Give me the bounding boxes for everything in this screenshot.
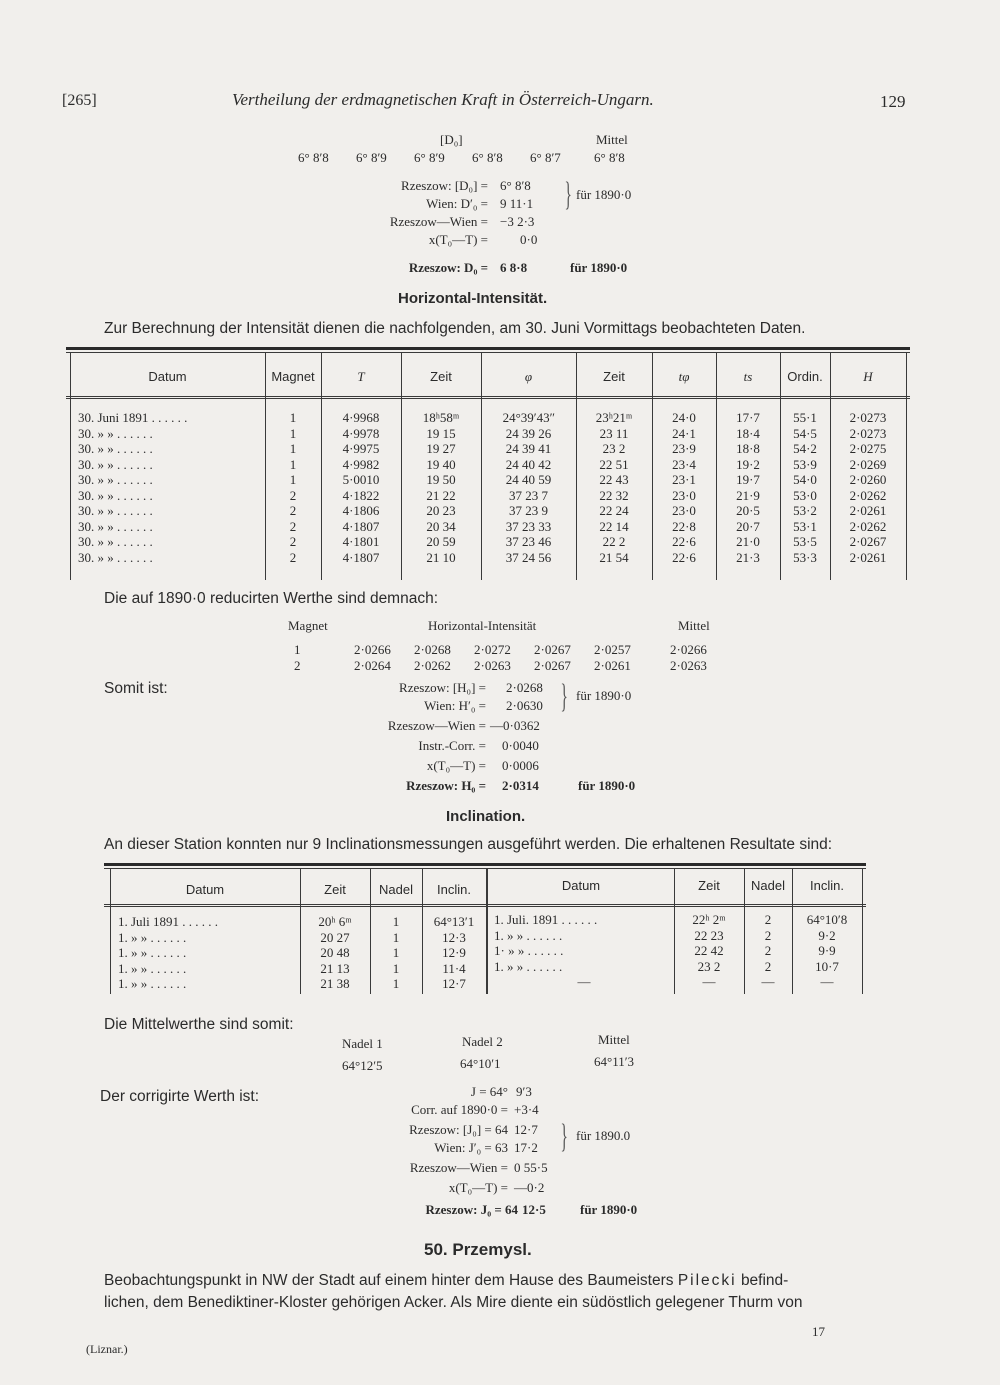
incl-cell-right: 2 — [764, 927, 772, 943]
incl-cell-right: 1. » » . . . . . . — [494, 958, 563, 974]
running-title: Vertheilung der erdmagnetischen Kraft in Österreich-Ungarn. — [232, 90, 654, 109]
mittel-header-nadel1: Nadel 1 — [342, 1036, 383, 1051]
table-row-date: 30. » » . . . . . . — [78, 456, 153, 472]
reduced-mittel: 2·0266 — [670, 642, 707, 657]
incl-cell-left: 12·3 — [442, 929, 466, 945]
table-cell: 24·0 — [672, 410, 696, 425]
table-cell: 24 39 26 — [505, 425, 552, 441]
incl-cell-left: 20ʰ 6ᵐ — [318, 914, 352, 929]
inclination-intro: An dieser Station konnten nur 9 Inclinationsmessungen ausgeführt werden. Die erhaltenen Resultate sind: — [104, 836, 833, 853]
j-line-value: 0 55·5 — [514, 1160, 548, 1175]
incl-cell-left: 1 — [392, 914, 400, 929]
reduced-header-magnet: Magnet — [288, 618, 328, 633]
j-line-value: 9ʹ3 — [516, 1084, 532, 1099]
table-cell: 19 40 — [426, 456, 456, 472]
table-cell: 20 34 — [426, 518, 456, 534]
mittel-value-nadel1: 64°12ʹ5 — [342, 1058, 383, 1073]
h-line-value: —0·0362 — [490, 718, 540, 733]
table-cell: 4·1807 — [342, 518, 380, 534]
table-cell: 22 2 — [602, 534, 626, 549]
incl-cell-right: 22 42 — [694, 943, 724, 958]
h-line-label: x(T₀—T) = — [426, 758, 486, 773]
table-cell: 18ʰ58ᵐ — [422, 410, 460, 425]
table-cell: 22·6 — [672, 549, 696, 565]
incl-cell-left: 1 — [392, 960, 400, 976]
h-result-value: 2·0314 — [502, 778, 539, 793]
h-result-note: für 1890·0 — [578, 778, 636, 793]
table-cell: 53·5 — [793, 534, 817, 549]
col-header-zeit-2: Zeit — [603, 369, 625, 384]
section-heading-inclination: Inclination. — [446, 808, 526, 825]
page-ref: [265] — [62, 92, 97, 109]
table-cell: 54·0 — [793, 472, 817, 487]
table-row-date: 30. » » . . . . . . — [78, 549, 153, 565]
section-heading-horizontal: Horizontal-Intensität. — [398, 290, 548, 307]
table-cell: 22 14 — [599, 518, 629, 534]
h-result-label: Rzeszow: H₀ = — [406, 778, 486, 793]
table-cell: 4·1801 — [342, 534, 380, 549]
col-header-ordin: Ordin. — [787, 369, 823, 384]
incl-cell-right: 22 23 — [694, 927, 724, 943]
incl-cell-left: 12·9 — [442, 945, 466, 960]
table-cell: 5·0010 — [342, 472, 380, 487]
table-cell: 37 24 56 — [505, 549, 552, 565]
incl-col-nadel: Nadel — [379, 882, 413, 897]
horizontal-intro: Zur Berechnung der Intensität dienen die nachfolgenden, am 30. Juni Vormittags beobachteten Daten. — [104, 320, 806, 337]
table-row-date: 30. » » . . . . . . — [78, 472, 153, 487]
decl-line-label: x(T₀—T) = — [428, 232, 488, 247]
h-line-label: Instr.-Corr. = — [418, 738, 486, 753]
table-cell: 24·1 — [672, 425, 696, 441]
station-heading: 50. Przemysl. — [424, 1240, 532, 1259]
table-cell: 2·0273 — [849, 410, 887, 425]
reduced-value: 2·0272 — [474, 642, 511, 657]
incl-cell-right: 23 2 — [697, 958, 721, 974]
table-cell: 37 23 7 — [509, 487, 548, 503]
table-cell: 2·0262 — [849, 518, 887, 534]
table-cell: 23ʰ21ᵐ — [595, 410, 633, 425]
table-cell: 22·6 — [672, 534, 696, 549]
decl-line-value: 9 11·1 — [500, 196, 534, 211]
h-line-value: 0·0040 — [502, 738, 539, 753]
brace-icon: } — [560, 1118, 568, 1155]
incl-cell-right: — — [761, 974, 775, 989]
col-header-t: T — [357, 369, 365, 384]
table-cell: 2 — [289, 549, 297, 565]
table-cell: 53·2 — [793, 503, 817, 518]
reduced-value: 2·0264 — [354, 658, 391, 673]
incl-cell-right: — — [577, 974, 591, 989]
table-row-date: 30. » » . . . . . . — [78, 534, 153, 549]
table-cell: 23·0 — [672, 487, 696, 503]
h-line-value: 2·0268 — [506, 680, 543, 695]
table-cell: 4·9968 — [342, 410, 380, 425]
table-cell: 54·5 — [793, 425, 817, 441]
incl-cell-left: 20 48 — [320, 945, 350, 960]
reduced-value: 2·0257 — [594, 642, 631, 657]
decl-result-note: für 1890·0 — [570, 260, 628, 275]
label-mittel: Mittel — [596, 132, 628, 147]
j-line-label: Wien: J′₀ = 63 — [434, 1140, 508, 1155]
table-cell: 2·0275 — [849, 441, 887, 456]
h-line-label: Wien: H′₀ = — [424, 698, 486, 713]
label-d0: [D₀] — [440, 132, 463, 147]
table-cell: 20 59 — [426, 534, 456, 549]
table-cell: 20·7 — [736, 518, 760, 534]
table-cell: 2 — [289, 487, 297, 503]
table-row-date: 30. » » . . . . . . — [78, 518, 153, 534]
incl-cell-right: 64°10ʹ8 — [806, 912, 848, 927]
incl-cell-right: 10·7 — [815, 958, 839, 974]
j-line-value: 12·7 — [514, 1122, 538, 1137]
table-cell: 17·7 — [736, 410, 760, 425]
mittel-value-mittel: 64°11ʹ3 — [594, 1054, 635, 1069]
table-row-date: 30. » » . . . . . . — [78, 425, 153, 441]
table-cell: 19 50 — [426, 472, 456, 487]
table-cell: 21·3 — [736, 549, 760, 565]
page-number: 129 — [880, 92, 906, 111]
table-cell: 18·4 — [736, 425, 760, 441]
table-cell: 2 — [289, 534, 297, 549]
mittel-value-nadel2: 64°10ʹ1 — [460, 1056, 501, 1071]
col-header-t-phi: tφ — [678, 369, 690, 384]
incl-col-inclin: Inclin. — [437, 882, 471, 897]
incl-cell-left: 21 13 — [320, 960, 350, 976]
reduced-value: 2·0261 — [594, 658, 631, 673]
incl-col-datum-2: Datum — [561, 878, 601, 893]
table-cell: 19·7 — [736, 472, 760, 487]
j-line-label: Corr. auf 1890·0 = — [411, 1102, 508, 1117]
incl-col-inclin-2: Inclin. — [810, 878, 844, 893]
table-cell: 19·2 — [736, 456, 760, 472]
incl-col-nadel-2: Nadel — [751, 878, 785, 893]
h-line-label: Rzeszow: [H₀] = — [399, 680, 486, 695]
table-cell: 4·9978 — [342, 425, 380, 441]
j-result-note: für 1890·0 — [580, 1202, 638, 1217]
incl-cell-left: 1 — [392, 976, 400, 991]
table-cell: 1 — [289, 410, 297, 425]
table-row-date: 30. » » . . . . . . — [78, 503, 153, 518]
table-cell: 2·0261 — [849, 503, 887, 518]
table-cell: 1 — [289, 441, 297, 456]
footer-signature: 17 — [812, 1324, 825, 1339]
incl-cell-right: 2 — [764, 958, 772, 974]
table-cell: 22 32 — [599, 487, 629, 503]
incl-col-zeit: Zeit — [324, 882, 346, 897]
decl-line-label: Wien: D′₀ = — [426, 196, 488, 211]
incl-cell-right: 2 — [764, 943, 772, 958]
table-cell: 4·1822 — [342, 487, 380, 503]
mittel-header-nadel2: Nadel 2 — [462, 1034, 503, 1049]
table-cell: 21 10 — [426, 549, 456, 565]
station-person-name: Pilecki — [677, 1272, 737, 1289]
incl-cell-right: 9·9 — [818, 943, 836, 958]
table-cell: 2·0262 — [849, 487, 887, 503]
table-cell: 24 40 59 — [505, 472, 552, 487]
incl-cell-right: 1. Juli. 1891 . . . . . . — [494, 912, 598, 927]
reduced-mittel: 2·0263 — [670, 658, 707, 673]
incl-cell-right: 2 — [764, 912, 772, 927]
table-cell: 4·1806 — [342, 503, 380, 518]
table-cell: 53·1 — [793, 518, 817, 534]
incl-col-zeit-2: Zeit — [698, 878, 720, 893]
table-cell: 2·0261 — [849, 549, 887, 565]
decl-brace-note: für 1890·0 — [576, 187, 632, 202]
table-cell: 37 23 9 — [509, 503, 548, 518]
col-header-phi: φ — [524, 369, 533, 384]
mittel-text: Die Mittelwerthe sind somit: — [104, 1016, 294, 1033]
col-header-h: H — [863, 369, 873, 384]
j-result-label: Rzeszow: J₀ = 64 — [425, 1202, 518, 1217]
incl-cell-left: 1. » » . . . . . . — [118, 960, 187, 976]
reduced-magnet: 2 — [294, 658, 301, 673]
incl-cell-right: — — [820, 974, 834, 989]
j-line-label: x(T₀—T) = — [448, 1180, 508, 1195]
incl-cell-left: 1 — [392, 945, 400, 960]
decl-result-label: Rzeszow: D₀ = — [408, 260, 488, 275]
table-row-date: 30. » » . . . . . . — [78, 441, 153, 456]
mittel-header-mittel: Mittel — [598, 1032, 630, 1047]
col-header-datum: Datum — [148, 369, 187, 384]
table-cell: 53·0 — [793, 487, 817, 503]
col-header-magnet: Magnet — [271, 369, 315, 384]
reduced-magnet: 1 — [294, 642, 301, 657]
reduced-text: Die auf 1890·0 reducirten Werthe sind demnach: — [104, 590, 439, 607]
table-cell: 21 22 — [426, 487, 456, 503]
decl-line-value: 6° 8ʹ8 — [500, 178, 531, 193]
footer-author: (Liznar.) — [86, 1342, 128, 1356]
table-cell: 19 27 — [426, 441, 456, 456]
table-cell: 4·9975 — [342, 441, 380, 456]
table-cell: 2·0269 — [849, 456, 887, 472]
decl-result-value: 6 8·8 — [500, 260, 528, 275]
table-cell: 24 39 41 — [505, 441, 552, 456]
declination-mittel: 6° 8ʹ8 — [594, 150, 625, 165]
col-header-zeit: Zeit — [430, 369, 452, 384]
table-cell: 53·3 — [793, 549, 817, 565]
reduced-value: 2·0262 — [414, 658, 451, 673]
decl-line-value: −3 2·3 — [500, 214, 535, 229]
table-cell: 23·9 — [672, 441, 696, 456]
incl-cell-right: 1· » » . . . . . . — [494, 943, 564, 958]
j-line-label: J = 64° — [470, 1084, 508, 1099]
j-result-value: 12·5 — [522, 1202, 546, 1217]
table-cell: 21·0 — [736, 534, 760, 549]
brace-icon: } — [564, 176, 572, 213]
j-line-label: Rzeszow—Wien = — [409, 1160, 508, 1175]
table-cell: 4·9982 — [342, 456, 380, 472]
table-cell: 21 54 — [599, 549, 629, 565]
table-row-date: 30. Juni 1891 . . . . . . — [78, 410, 188, 425]
j-brace-note: für 1890.0 — [576, 1128, 631, 1143]
declination-values: 6° 8ʹ8 6° 8ʹ9 6° 8ʹ9 6° 8ʹ8 6° 8ʹ7 — [298, 150, 561, 165]
reduced-value: 2·0267 — [534, 658, 571, 673]
incl-cell-left: 11·4 — [442, 960, 466, 976]
table-cell: 24°39ʹ43ʺ — [502, 410, 555, 425]
table-cell: 23 11 — [599, 425, 629, 441]
table-cell: 2·0273 — [849, 425, 887, 441]
brace-icon: } — [560, 678, 568, 715]
table-row-date: 30. » » . . . . . . — [78, 487, 153, 503]
h-line-label: Rzeszow—Wien = — [387, 718, 486, 733]
table-cell: 24 40 42 — [505, 456, 552, 472]
somit-text: Somit ist: — [104, 680, 168, 697]
table-cell: 23 2 — [602, 441, 626, 456]
table-cell: 23·4 — [672, 456, 696, 472]
table-cell: 55·1 — [793, 410, 817, 425]
reduced-header-hi: Horizontal-Intensität — [428, 618, 537, 633]
table-cell: 37 23 33 — [505, 518, 552, 534]
table-cell: 37 23 46 — [505, 534, 552, 549]
table-cell: 23·1 — [672, 472, 696, 487]
decl-line-label: Rzeszow: [D₀] = — [401, 178, 488, 193]
j-line-label: Rzeszow: [J₀] = 64 — [409, 1122, 508, 1137]
table-cell: 22 24 — [599, 503, 629, 518]
table-cell: 2·0260 — [849, 472, 887, 487]
station-text-line1: Beobachtungspunkt in NW der Stadt auf einem hinter dem Hause des Baumeisters Pilecki befind- — [104, 1272, 789, 1289]
col-header-t-s: ts — [743, 369, 753, 384]
table-cell: 21·9 — [736, 487, 760, 503]
decl-line-label: Rzeszow—Wien = — [389, 214, 488, 229]
incl-col-datum: Datum — [185, 882, 225, 897]
table-cell: 2 — [289, 503, 297, 518]
table-cell: 19 15 — [426, 425, 456, 441]
corr-text: Der corrigirte Werth ist: — [100, 1088, 260, 1105]
reduced-value: 2·0267 — [534, 642, 571, 657]
table-cell: 20·5 — [736, 503, 760, 518]
incl-cell-left: 20 27 — [320, 929, 350, 945]
incl-cell-left: 1. Juli 1891 . . . . . . — [118, 914, 219, 929]
table-cell: 4·1807 — [342, 549, 380, 565]
table-cell: 22·8 — [672, 518, 696, 534]
table-cell: 54·2 — [793, 441, 817, 456]
table-cell: 2 — [289, 518, 297, 534]
reduced-header-mittel: Mittel — [678, 618, 710, 633]
table-cell: 1 — [289, 456, 297, 472]
incl-cell-left: 1. » » . . . . . . — [118, 929, 187, 945]
table-cell: 53·9 — [793, 456, 817, 472]
reduced-value: 2·0266 — [354, 642, 391, 657]
table-cell: 18·8 — [736, 441, 760, 456]
table-cell: 2·0267 — [849, 534, 887, 549]
table-cell: 23·0 — [672, 503, 696, 518]
incl-cell-left: 64°13ʹ1 — [433, 914, 475, 929]
j-line-value: +3·4 — [514, 1102, 539, 1117]
reduced-value: 2·0263 — [474, 658, 511, 673]
incl-cell-left: 1. » » . . . . . . — [118, 945, 187, 960]
reduced-value: 2·0268 — [414, 642, 451, 657]
station-text-line2: lichen, dem Benediktiner-Kloster gehörigen Acker. Als Mire diente ein südöstlich gelegener Thurm von — [104, 1294, 803, 1311]
incl-cell-left: 1. » » . . . . . . — [118, 976, 187, 991]
j-line-value: —0·2 — [514, 1180, 545, 1195]
incl-cell-left: 1 — [392, 929, 400, 945]
table-cell: 22 43 — [599, 472, 629, 487]
incl-cell-left: 21 38 — [320, 976, 350, 991]
incl-cell-right: 22ʰ 2ᵐ — [692, 912, 726, 927]
h-line-value: 0·0006 — [502, 758, 539, 773]
table-cell: 20 23 — [426, 503, 456, 518]
incl-cell-right: 1. » » . . . . . . — [494, 927, 563, 943]
j-line-value: 17·2 — [514, 1140, 538, 1155]
table-cell: 22 51 — [599, 456, 629, 472]
incl-cell-right: 9·2 — [818, 927, 836, 943]
incl-cell-right: — — [702, 974, 716, 989]
table-cell: 1 — [289, 425, 297, 441]
decl-line-value: 0·0 — [520, 232, 538, 247]
table-cell: 1 — [289, 472, 297, 487]
h-brace-note: für 1890·0 — [576, 688, 632, 703]
h-line-value: 2·0630 — [506, 698, 543, 713]
incl-cell-left: 12·7 — [442, 976, 466, 991]
